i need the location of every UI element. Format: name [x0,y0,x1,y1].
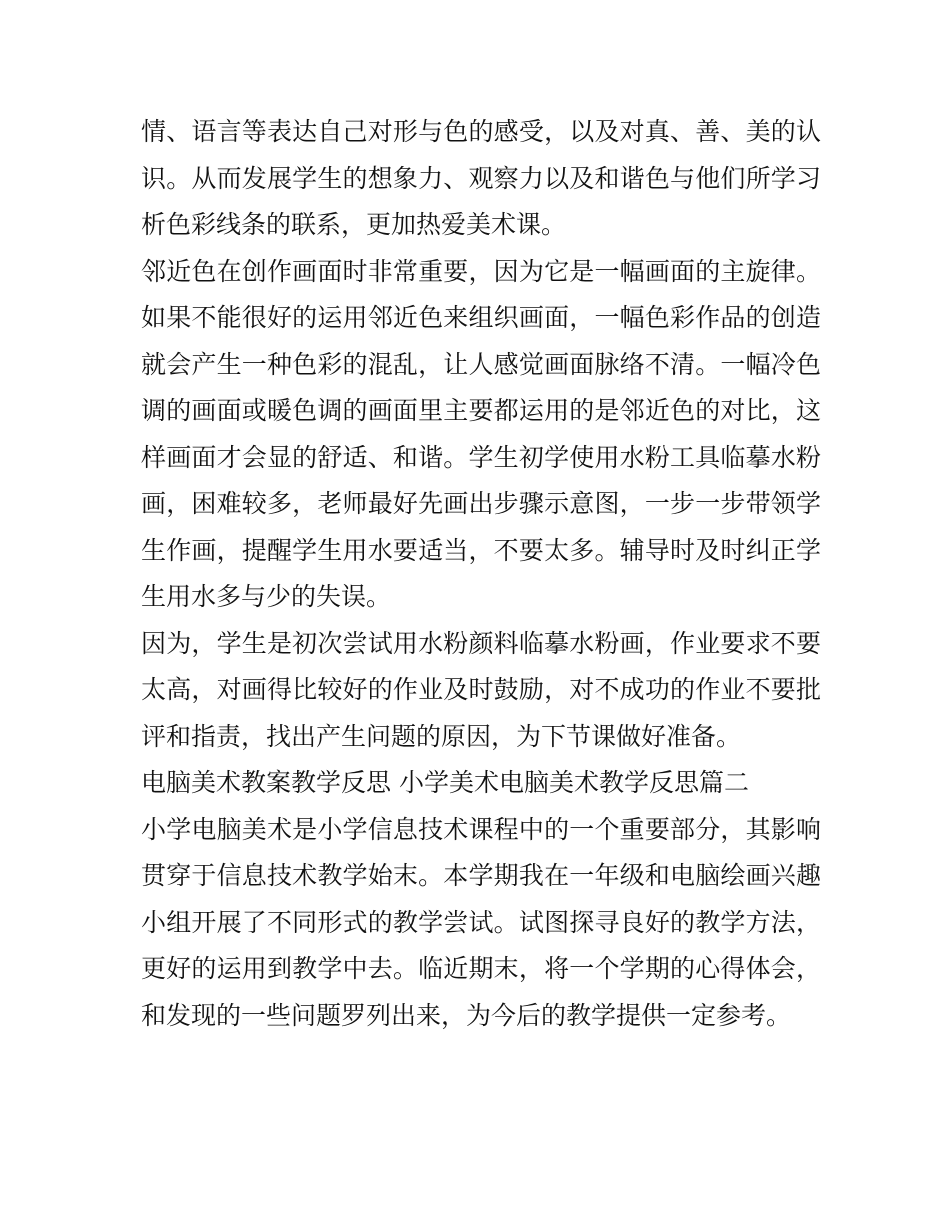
text-line: 析色彩线条的联系，更加热爱美术课。 [141,210,567,239]
text-line: 就会产生一种色彩的混乱，让人感觉画面脉络不清。一幅冷色 [141,349,821,379]
text-line: 画，困难较多，老师最好先画出步骤示意图，一步一步带领学 [141,489,821,518]
text-line: 因为，学生是初次尝试用水粉颜料临摹水粉画，作业要求不要 [141,628,821,658]
text-line: 生用水多与少的失误。 [141,582,392,611]
text-line: 和发现的一些问题罗列出来，为今后的教学提供一定参考。 [141,1000,792,1030]
text-line: 更好的运用到教学中去。临近期末，将一个学期的心得体会， [141,954,821,983]
text-line: 识。从而发展学生的想象力、观察力以及和谐色与他们所学习 [141,163,821,193]
text-line: 调的画面或暖色调的画面里主要都运用的是邻近色的对比，这 [141,396,821,425]
section-heading: 电脑美术教案教学反思 小学美术电脑美术教学反思篇二 [141,768,749,797]
text-line: 生作画，提醒学生用水要适当，不要太多。辅导时及时纠正学 [141,535,821,565]
text-line: 样画面才会显的舒适、和谐。学生初学使用水粉工具临摹水粉 [141,442,821,472]
text-line: 小组开展了不同形式的教学尝试。试图探寻良好的教学方法， [141,907,821,937]
text-line: 情、语言等表达自己对形与色的感受，以及对真、善、美的认 [141,117,821,146]
text-line: 小学电脑美术是小学信息技术课程中的一个重要部分，其影响 [141,814,821,844]
text-line: 评和指责，找出产生问题的原因，为下节课做好准备。 [141,721,742,751]
text-line: 贯穿于信息技术教学始末。本学期我在一年级和电脑绘画兴趣 [141,861,821,890]
text-line: 如果不能很好的运用邻近色来组织画面，一幅色彩作品的创造 [141,303,821,332]
document-body [141,109,821,1039]
text-line: 邻近色在创作画面时非常重要，因为它是一幅画面的主旋律。 [141,256,821,286]
text-line: 太高，对画得比较好的作业及时鼓励，对不成功的作业不要批 [141,675,821,704]
